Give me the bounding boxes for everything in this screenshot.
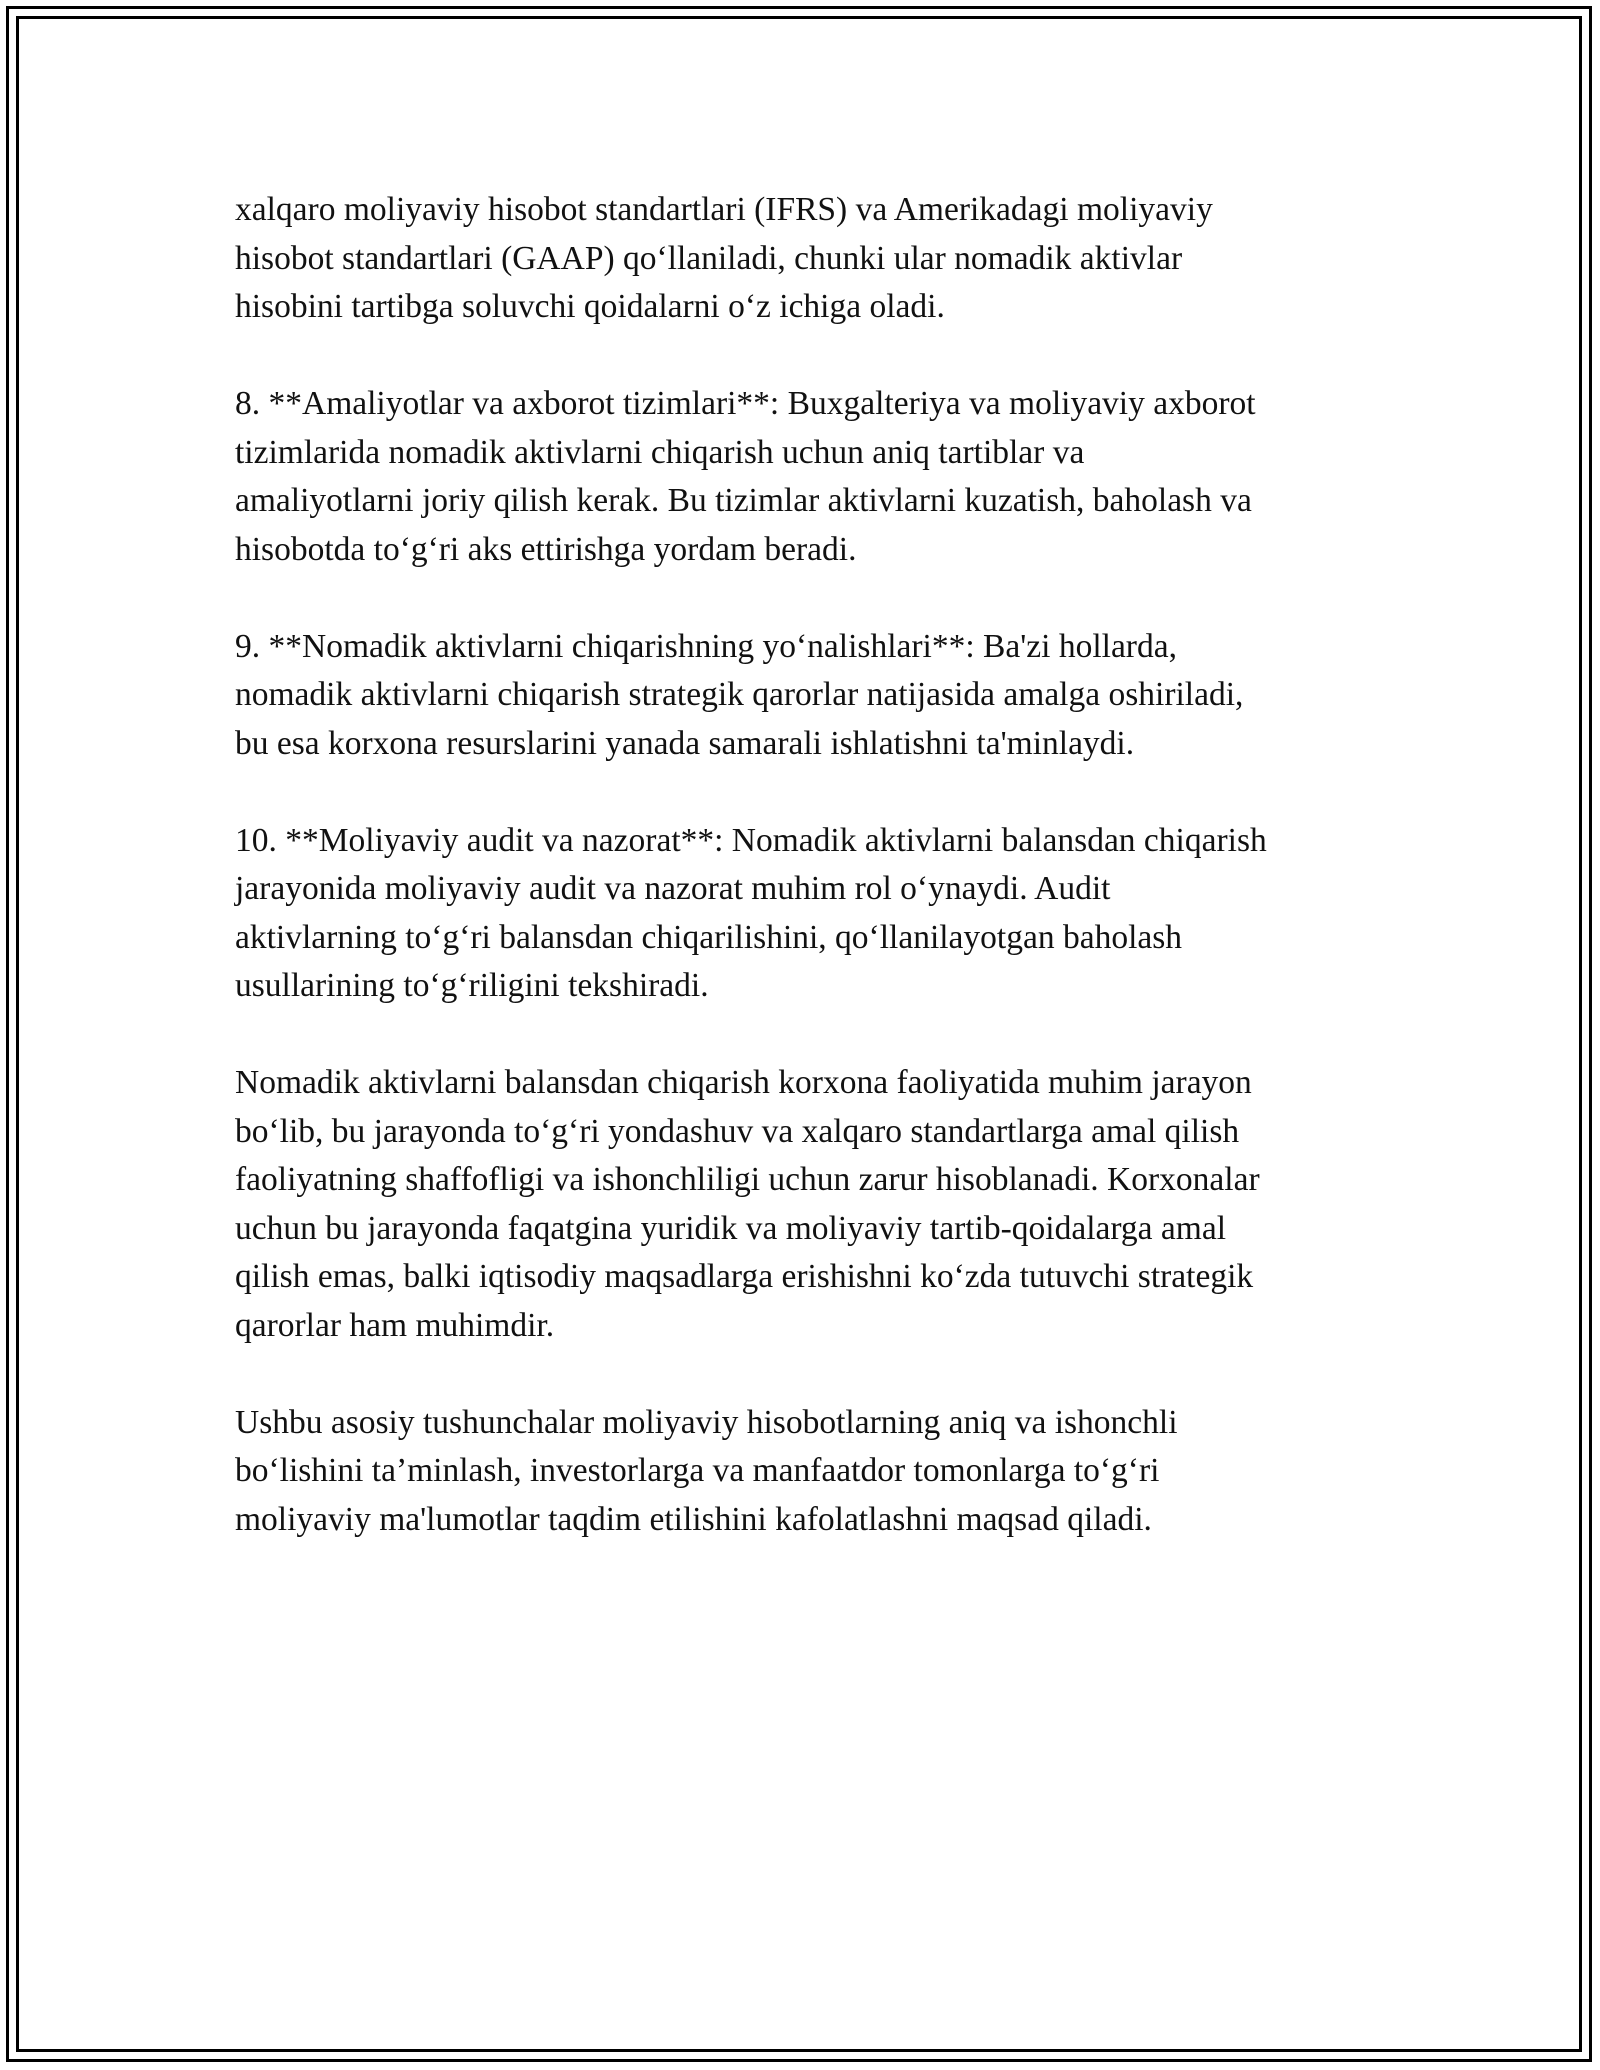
paragraph-summary: Ushbu asosiy tushunchalar moliyaviy hisobotlarning aniq va ishonchli bo‘lishini ta’minlash, investorlarga va manfaatdor tomonlarga to‘g‘ri moliyaviy ma'lumotlar taqdim etilishini kafolatlashni maqsad qiladi. <box>235 1403 1178 1538</box>
paragraph-item-9: 9. **Nomadik aktivlarni chiqarishning yo‘nalishlari**: Ba'zi hollarda, nomadik aktivlarni chiqarish strategik qarorlar natijasida amalga oshiriladi, bu esa korxona resurslarini yanada samarali ishlatishni ta'minlaydi. <box>235 627 1244 762</box>
paragraph-item-8: 8. **Amaliyotlar va axborot tizimlari**: Buxgalteriya va moliyaviy axborot tizimlarida nomadik aktivlarni chiqarish uchun aniq tartiblar va amaliyotlarni joriy qilish kerak. Bu tizimlar aktivlarni kuzatish, baholash va hisobotda to‘g‘ri aks ettirishga yordam beradi. <box>235 385 1256 568</box>
paragraph-ifrs-gaap: xalqaro moliyaviy hisobot standartlari (IFRS) va Amerikadagi moliyaviy hisobot standartlari (GAAP) qo‘llaniladi, chunki ular nomadik aktivlar hisobini tartibga soluvchi qoidalarni o‘z ichiga oladi. <box>235 191 1213 325</box>
document-body <box>235 186 1385 1593</box>
paragraph-conclusion: Nomadik aktivlarni balansdan chiqarish korxona faoliyatida muhim jarayon bo‘lib, bu jarayonda to‘g‘ri yondashuv va xalqaro standartlarga amal qilish faoliyatning shaffofligi va ishonchliligi uchun zarur hisoblanadi. Korxonalar uchun bu jarayonda faqatgina yuridik va moliyaviy tartib-qoidalarga amal qilish emas, balki iqtisodiy maqsadlarga erishishni ko‘zda tutuvchi strategik qarorlar ham muhimdir. <box>235 1064 1260 1344</box>
paragraph-item-10: 10. **Moliyaviy audit va nazorat**: Nomadik aktivlarni balansdan chiqarish jarayonida moliyaviy audit va nazorat muhim rol o‘ynaydi. Audit aktivlarning to‘g‘ri balansdan chiqarilishini, qo‘llanilayotgan baholash usullarining to‘g‘riligini tekshiradi. <box>235 821 1267 1004</box>
